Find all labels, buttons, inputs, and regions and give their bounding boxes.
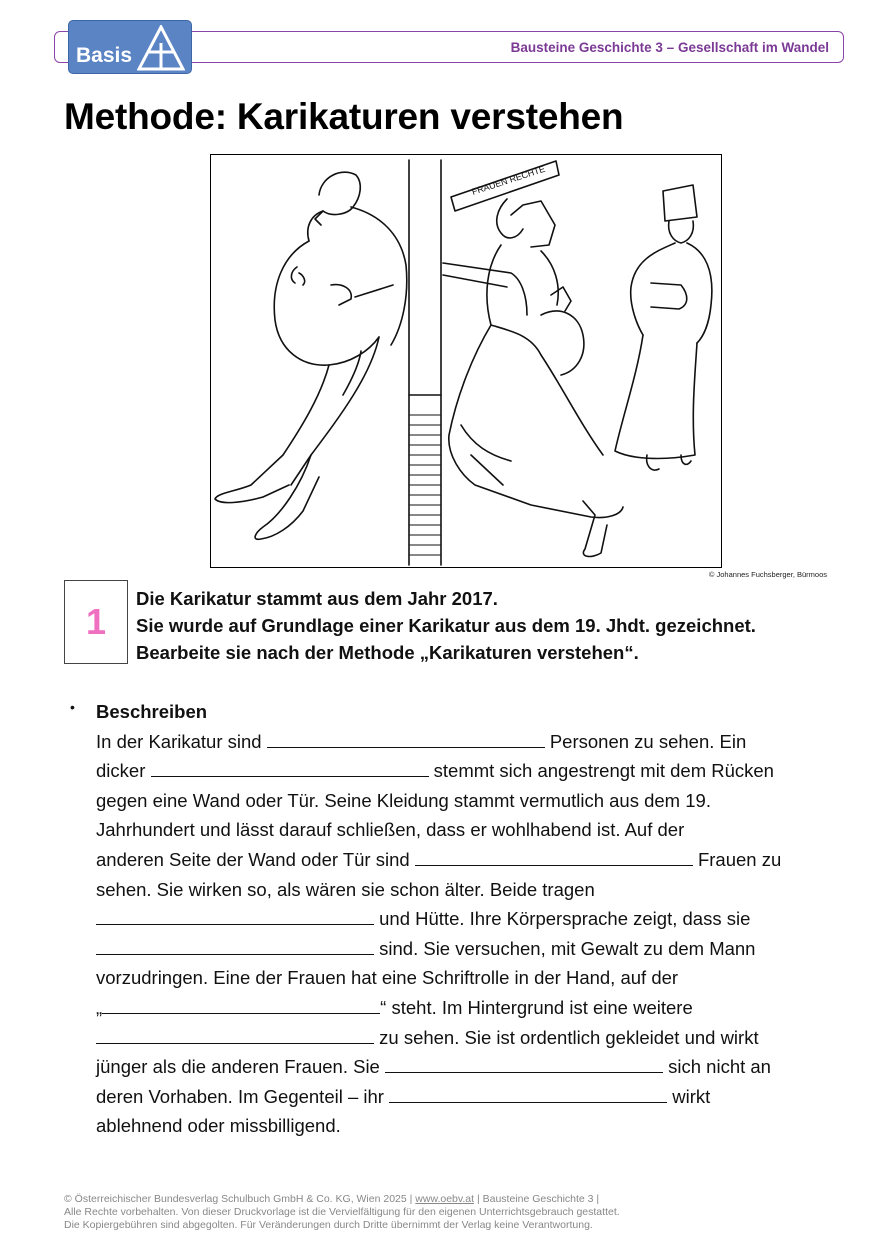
background-woman-figure xyxy=(615,185,712,470)
text-line: sehen. Sie wirken so, als wären sie schon älter. Beide tragen xyxy=(96,878,595,900)
text-line: In der Karikatur sind Personen zu sehen. Ein xyxy=(96,730,747,752)
fill-in-blank[interactable] xyxy=(96,936,374,955)
footer-line: Alle Rechte vorbehalten. Von dieser Druckvorlage ist die Vervielfältigung für den eigenen Unterrichtsgebrauch gestattet. xyxy=(64,1206,620,1218)
fill-in-blank[interactable] xyxy=(151,758,429,777)
task-line: Bearbeite sie nach der Methode „Karikaturen verstehen“. xyxy=(136,642,639,663)
man-figure xyxy=(215,172,407,539)
describe-section xyxy=(96,697,836,1141)
text-line: „ “ steht. Im Hintergrund ist eine weitere xyxy=(96,996,693,1018)
fill-in-blank[interactable] xyxy=(102,995,380,1014)
door-wall xyxy=(409,160,441,565)
section-heading: Beschreiben xyxy=(96,701,208,722)
task-instructions xyxy=(136,585,756,666)
footer-line: Die Kopiergebühren sind abgegolten. Für Veränderungen durch Dritte übernimmt der Verlag keine Verantwortung. xyxy=(64,1219,593,1231)
scroll-label: FRAUEN RECHTE xyxy=(470,163,547,197)
fill-in-blank[interactable] xyxy=(389,1084,667,1103)
text-line: zu sehen. Sie ist ordentlich gekleidet und wirkt xyxy=(96,1023,836,1053)
task-number-box xyxy=(64,580,128,664)
footer: © Österreichischer Bundesverlag Schulbuch GmbH & Co. KG, Wien 2025 | www.oebv.at | Bausteine Geschichte 3 | Alle Rechte vorbehalten. Von dieser Druckvorlage ist die Vervielfältigung für den eigenen Unterrichtsgebrauch gestattet. Die Kopiergebühren sind abgegolten. Für Veränderungen durch Dritte übernimmt der Verlag keine Verantwortung. xyxy=(64,1193,620,1231)
task-line: Sie wurde auf Grundlage einer Karikatur aus dem 19. Jhdt. gezeichnet. xyxy=(136,615,756,636)
cartoon-illustration xyxy=(210,154,722,568)
fill-in-blank[interactable] xyxy=(96,906,374,925)
text-line: Jahrhundert und lässt darauf schließen, dass er wohlhabend ist. Auf der xyxy=(96,819,685,841)
women-figures xyxy=(443,161,623,556)
task-number: 1 xyxy=(85,601,107,642)
triangle-logo-icon xyxy=(137,25,185,71)
page-title: Methode: Karikaturen verstehen xyxy=(64,96,624,137)
text-line: ablehnend oder missbilligend. xyxy=(96,1115,341,1137)
task-line: Die Karikatur stammt aus dem Jahr 2017. xyxy=(136,588,498,609)
text-line: deren Vorhaben. Im Gegenteil – ihr wirkt xyxy=(96,1085,711,1107)
text-line: anderen Seite der Wand oder Tür sind Frauen zu xyxy=(96,848,782,870)
text-line: vorzudringen. Eine der Frauen hat eine Schriftrolle in der Hand, auf der xyxy=(96,967,679,989)
fill-in-blank[interactable] xyxy=(415,847,693,866)
publisher-link[interactable]: www.oebv.at xyxy=(415,1193,475,1205)
basis-logo xyxy=(68,20,192,74)
text-line: jünger als die anderen Frauen. Sie sich nicht an xyxy=(96,1056,771,1078)
fill-in-blank[interactable] xyxy=(267,729,545,748)
text-line: gegen eine Wand oder Tür. Seine Kleidung stammt vermutlich aus dem 19. xyxy=(96,789,711,811)
series-title: Bausteine Geschichte 3 – Gesellschaft im Wandel xyxy=(510,40,829,55)
fill-in-blank[interactable] xyxy=(96,1025,374,1044)
text-line: dicker stemmt sich angestrengt mit dem Rücken xyxy=(96,760,774,782)
fill-in-blank[interactable] xyxy=(385,1054,663,1073)
text-line: und Hütte. Ihre Körpersprache zeigt, dass sie xyxy=(96,904,836,934)
logo-text: Basis xyxy=(76,44,133,67)
image-credit: © Johannes Fuchsberger, Bürmoos xyxy=(708,570,827,579)
text-line: sind. Sie versuchen, mit Gewalt zu dem Mann xyxy=(96,934,836,964)
bullet-icon: • xyxy=(70,699,75,715)
